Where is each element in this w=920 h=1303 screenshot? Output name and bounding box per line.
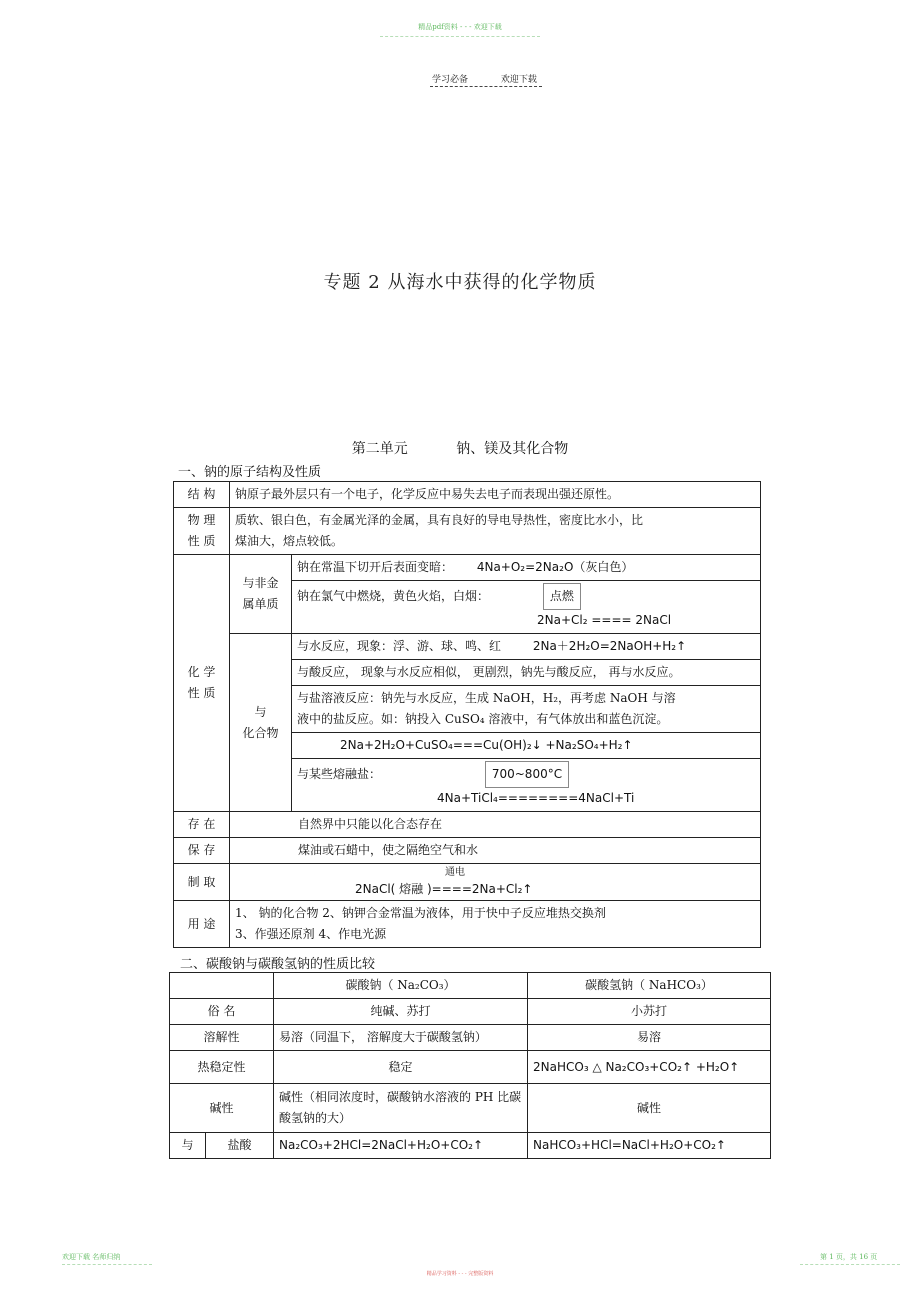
chlorine-reaction: [292, 581, 761, 634]
structure-text: 钠原子最外层只有一个电子，化学反应中易失去电子而表现出强还原性。: [230, 482, 761, 508]
table-row: [174, 864, 761, 901]
water-text: 与水反应，现象：浮、游、球、鸣、红: [297, 639, 502, 653]
use-text-line2: 3、作强还原剂 4、作电光源: [235, 927, 387, 941]
nonmetal-label-line2: 属单质: [242, 597, 279, 611]
oxygen-equation: 4Na+O₂=2Na₂O（灰白色）: [476, 560, 634, 574]
salt-text-line2: 液中的盐反应。如：钠投入 CuSO₄ 溶液中，有气体放出和蓝色沉淀。: [297, 712, 669, 726]
melt-reaction: [292, 759, 761, 812]
table-row: [170, 1025, 771, 1051]
top-watermark-divider: [380, 36, 540, 37]
physical-label: [174, 508, 230, 555]
compound-label: [230, 634, 292, 812]
cell-nahco3: 碱性: [528, 1084, 771, 1133]
table-row: [174, 508, 761, 555]
cell-nahco3: NaHCO₃+HCl=NaCl+H₂O+CO₂↑: [528, 1133, 771, 1159]
chlorine-text: 钠在氯气中燃烧，黄色火焰，白烟：: [297, 589, 490, 603]
unit-name: 第二单元: [351, 441, 408, 457]
oxygen-text: 钠在常温下切开后表面变暗：: [297, 560, 454, 574]
compound-label-line2: 化合物: [242, 725, 279, 740]
physical-text-line2: 煤油大，熔点较低。: [235, 534, 344, 548]
section2-heading: 二、碳酸钠与碳酸氢钠的性质比较: [180, 957, 376, 972]
unit-heading: [0, 438, 920, 458]
table-row: [170, 1084, 771, 1133]
table-row: [174, 812, 761, 838]
chem-label: [174, 555, 230, 812]
row-label-part2: 盐酸: [206, 1133, 274, 1159]
row-label: 碱性: [170, 1084, 274, 1133]
physical-text-line1: 质软、银白色，有金属光泽的金属，具有良好的导电导热性，密度比水小，比: [235, 513, 644, 527]
row-label: 热稳定性: [170, 1051, 274, 1084]
header-right: 欢迎下载: [500, 75, 537, 85]
compound-label-line1: 与: [254, 704, 267, 719]
row-label: 俗 名: [170, 999, 274, 1025]
physical-text: [230, 508, 761, 555]
cell-nahco3: 2NaHCO₃ △ Na₂CO₃+CO₂↑ +H₂O↑: [528, 1051, 771, 1084]
header-left: 学习必备: [432, 75, 469, 85]
cell-na2co3: Na₂CO₃+2HCl=2NaCl+H₂O+CO₂↑: [274, 1133, 528, 1159]
unit-topic: 钠、镁及其化合物: [456, 441, 569, 457]
carbonate-comparison-table: [169, 972, 771, 1159]
bottom-left-watermark: 欢迎下载 名师归纳: [62, 1253, 121, 1261]
chlorine-condition: 点燃: [543, 583, 581, 610]
make-method: [230, 864, 761, 901]
make-equation: 2NaCl( 熔融 )====2Na+Cl₂↑: [355, 882, 533, 896]
physical-label-line2: 性 质: [187, 534, 216, 548]
chem-label-line1: 化 学: [187, 665, 216, 679]
table-row: [170, 973, 771, 999]
melt-text: 与某些熔融盐：: [297, 767, 382, 781]
melt-equation: 4Na+TiCl₄========4NaCl+Ti: [437, 791, 635, 805]
page-header: [432, 72, 567, 85]
melt-condition: 700~800°C: [485, 761, 569, 788]
col-header-na2co3: 碳酸钠（ Na₂CO₃）: [274, 973, 528, 999]
bottom-left-divider: [62, 1264, 152, 1265]
page-number: 第 1 页，共 16 页: [820, 1253, 878, 1261]
water-reaction: [292, 634, 761, 660]
salt-equation: 2Na+2H₂O+CuSO₄===Cu(OH)₂↓ +Na₂SO₄+H₂↑: [292, 733, 761, 759]
bottom-center-watermark: 精品学习资料 - - - 完整版资料: [426, 1271, 494, 1277]
table-row: [174, 838, 761, 864]
use-label: 用 途: [174, 901, 230, 948]
table-row: [170, 999, 771, 1025]
corner-cell: [170, 973, 274, 999]
nonmetal-label-line1: 与非金: [242, 576, 279, 590]
cell-na2co3: 易溶（同温下， 溶解度大于碳酸氢钠）: [274, 1025, 528, 1051]
table-row: [174, 482, 761, 508]
keep-text: 煤油或石蜡中，使之隔绝空气和水: [230, 838, 761, 864]
salt-reaction: [292, 686, 761, 733]
table-row: [174, 901, 761, 948]
physical-label-line1: 物 理: [187, 513, 216, 527]
keep-label: 保 存: [174, 838, 230, 864]
col-header-nahco3: 碳酸氢钠（ NaHCO₃）: [528, 973, 771, 999]
exist-label: 存 在: [174, 812, 230, 838]
table-row: [170, 1133, 771, 1159]
row-label: 溶解性: [170, 1025, 274, 1051]
acid-reaction: 与酸反应， 现象与水反应相似， 更剧烈，钠先与酸反应， 再与水反应。: [292, 660, 761, 686]
exist-text: 自然界中只能以化合态存在: [230, 812, 761, 838]
table-row: [174, 634, 761, 660]
row-label-part1: 与: [170, 1133, 206, 1159]
table-row: [174, 555, 761, 581]
cell-na2co3: 碱性（相同浓度时，碳酸钠水溶液的 PH 比碳酸氢钠的大）: [274, 1084, 528, 1133]
water-equation: 2Na＋2H₂O=2NaOH+H₂↑: [532, 639, 687, 653]
cell-nahco3: 易溶: [528, 1025, 771, 1051]
chlorine-equation: 2Na+Cl₂ ==== 2NaCl: [537, 613, 672, 627]
cell-na2co3: 纯碱、苏打: [274, 999, 528, 1025]
use-text: [230, 901, 761, 948]
structure-label: 结 构: [174, 482, 230, 508]
nonmetal-label: [230, 555, 292, 634]
sodium-properties-table: [173, 481, 761, 948]
cell-na2co3: 稳定: [274, 1051, 528, 1084]
top-watermark: 精品pdf资料 - - - 欢迎下载: [418, 23, 502, 31]
chem-label-line2: 性 质: [187, 686, 216, 700]
cell-nahco3: 小苏打: [528, 999, 771, 1025]
make-label: 制 取: [174, 864, 230, 901]
use-text-line1: 1、 钠的化合物 2、钠钾合金常温为液体，用于快中子反应堆热交换剂: [235, 906, 606, 920]
page-title: 专题 2 从海水中获得的化学物质: [323, 272, 597, 293]
table-row: [170, 1051, 771, 1084]
make-condition: 通电: [445, 867, 465, 878]
header-divider: [430, 86, 542, 87]
section1-heading: 一、钠的原子结构及性质: [178, 465, 322, 480]
bottom-right-divider: [800, 1264, 900, 1265]
oxygen-reaction: [292, 555, 761, 581]
salt-text-line1: 与盐溶液反应：钠先与水反应，生成 NaOH，H₂，再考虑 NaOH 与溶: [297, 691, 676, 705]
